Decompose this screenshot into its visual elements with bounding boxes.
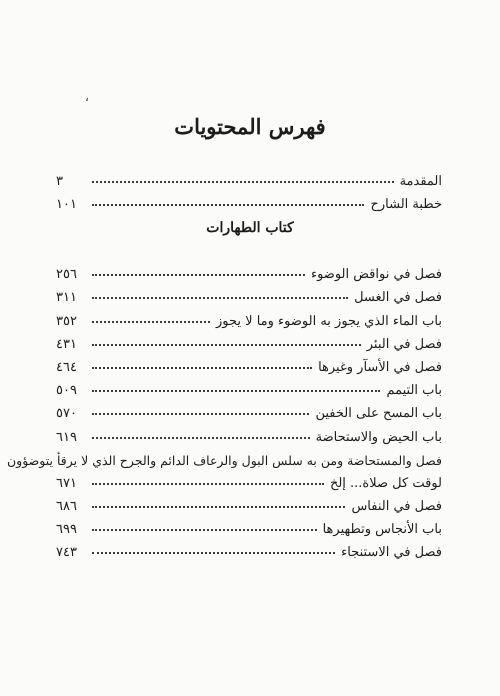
dot-leader xyxy=(92,483,324,485)
toc-entry-page: ٦١٩ xyxy=(56,429,77,445)
dot-leader xyxy=(92,506,345,508)
toc-entry-page: ٣١١ xyxy=(56,290,77,306)
toc-entry-commentator-sermon xyxy=(56,189,442,212)
dot-leader xyxy=(92,297,348,299)
dot-leader xyxy=(92,344,361,346)
toc-entry-wrapped-first-line: فصل والمستحاضة ومن به سلس البول والرعاف الدائم والجرح الذي لا يرقأ يتوضؤون xyxy=(6,452,442,468)
toc-entry-label: فصل في الغسل xyxy=(354,290,442,306)
dot-leader xyxy=(92,367,312,369)
toc-entry-label: خطبة الشارح xyxy=(370,197,442,213)
toc-entry-page: ٣٥٢ xyxy=(56,313,77,329)
toc-entry-page: ٧٤٣ xyxy=(56,545,77,561)
toc-entry-label: لوقت كل صلاة... إلخ xyxy=(329,475,442,491)
toc-intro-list xyxy=(56,166,442,212)
dot-leader xyxy=(92,321,210,323)
dot-leader xyxy=(92,552,335,554)
toc-entry-label: فصل في النفاس xyxy=(351,499,442,515)
toc-entry-page: ٤٣١ xyxy=(56,336,77,352)
dot-leader xyxy=(92,181,394,183)
toc-entry xyxy=(56,352,442,375)
toc-entry-label: باب الحيض والاستحاضة xyxy=(315,429,442,445)
toc-main-list xyxy=(6,259,442,561)
toc-entry xyxy=(56,259,442,282)
toc-entry xyxy=(56,282,442,305)
toc-entry xyxy=(56,398,442,421)
toc-entry-introduction xyxy=(56,166,442,189)
page-title: فهرس المحتويات xyxy=(174,114,326,139)
dot-leader xyxy=(92,437,310,439)
toc-entry-page: ١٠١ xyxy=(56,197,77,213)
toc-entry-label: فصل في الاستنجاء xyxy=(341,545,442,561)
stray-mark: ، xyxy=(85,90,89,104)
toc-entry-page: ٣ xyxy=(56,174,63,190)
toc-entry xyxy=(56,514,442,537)
toc-entry-label: فصل في نواقض الوضوء xyxy=(310,267,442,283)
toc-entry xyxy=(56,305,442,328)
toc-entry-label: باب الماء الذي يجوز به الوضوء وما لا يجوز xyxy=(216,313,442,329)
dot-leader xyxy=(92,529,317,531)
toc-entry-label: باب التيمم xyxy=(386,383,442,399)
dot-leader xyxy=(92,204,364,206)
toc-entry xyxy=(56,329,442,352)
toc-entry xyxy=(56,537,442,560)
toc-entry xyxy=(56,421,442,444)
toc-entry-page: ٦٨٦ xyxy=(56,499,77,515)
toc-entry-page: ٢٥٦ xyxy=(56,267,77,283)
toc-entry-label: باب المسح على الخفين xyxy=(315,406,442,422)
toc-entry-page: ٦٧١ xyxy=(56,475,77,491)
dot-leader xyxy=(92,274,305,276)
toc-entry-label: المقدمة xyxy=(399,174,442,190)
section-heading: كتاب الطهارات xyxy=(206,220,294,236)
toc-entry-page: ٦٩٩ xyxy=(56,522,77,538)
toc-entry-page: ٥٧٠ xyxy=(56,406,77,422)
dot-leader xyxy=(92,413,309,415)
toc-entry-page: ٥٠٩ xyxy=(56,383,77,399)
toc-entry xyxy=(56,491,442,514)
toc-entry-wrapped-second-line xyxy=(56,468,442,491)
toc-entry-label: باب الأنجاس وتطهيرها xyxy=(322,522,442,538)
toc-entry-page: ٤٦٤ xyxy=(56,359,77,375)
dot-leader xyxy=(92,390,380,392)
toc-entry-label: فصل في الأسآر وغيرها xyxy=(318,359,442,375)
toc-entry-label: فصل في البئر xyxy=(366,336,442,352)
toc-entry xyxy=(56,375,442,398)
